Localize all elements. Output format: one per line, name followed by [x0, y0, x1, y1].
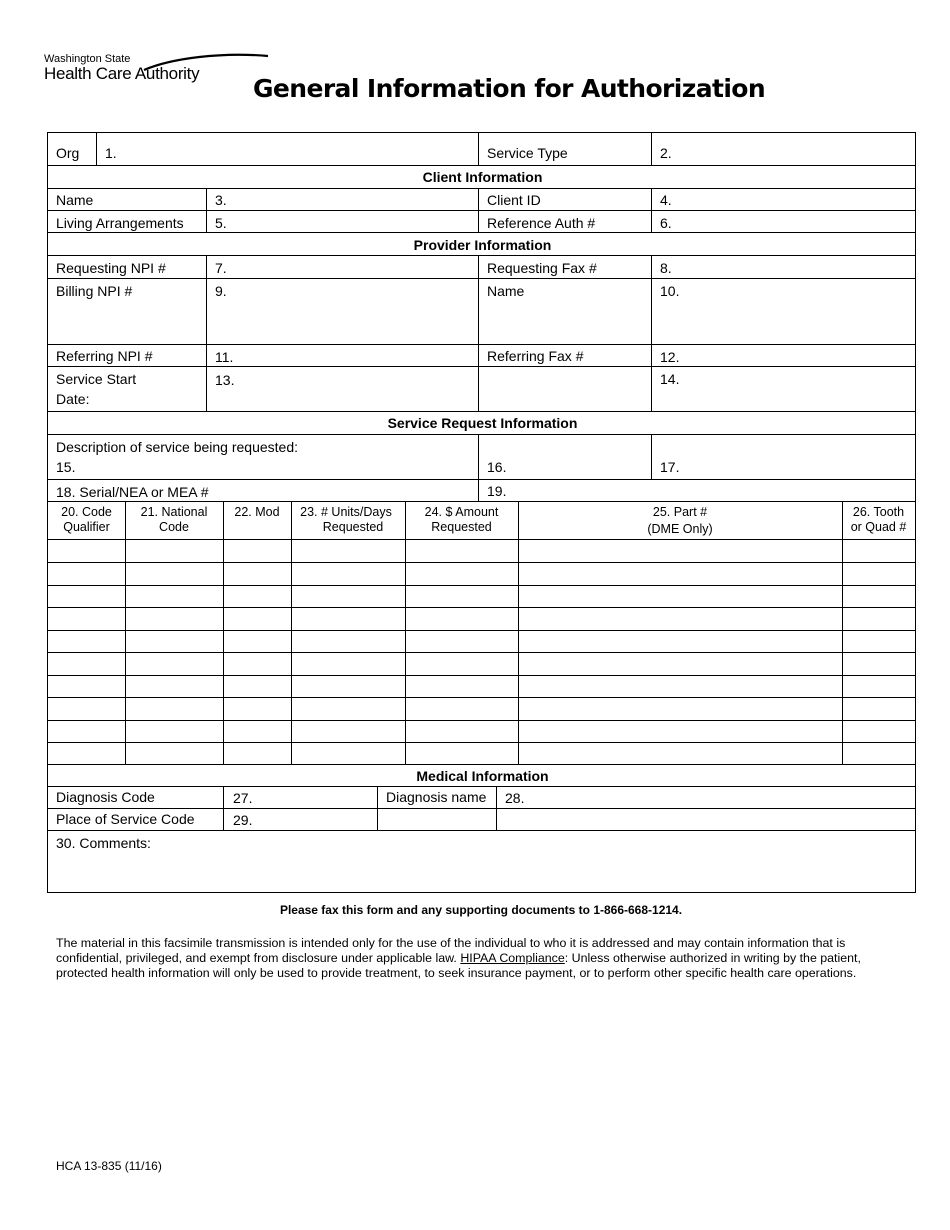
col-national-code: 21. National Code: [140, 505, 208, 534]
diagnosis-name-label: Diagnosis name: [386, 789, 487, 805]
field-16[interactable]: 16.: [487, 459, 507, 475]
description-field[interactable]: 15.: [56, 459, 76, 475]
service-start-field[interactable]: 13.: [215, 372, 235, 388]
col-units-days: 23. # Units/Days Requested: [300, 505, 392, 534]
provider-name-field[interactable]: 10.: [660, 283, 680, 299]
referring-npi-label: Referring NPI #: [56, 348, 153, 364]
page-title: General Information for Authorization: [253, 74, 766, 103]
client-information-heading: Client Information: [422, 169, 543, 185]
logo-line2: Health Care Authority: [44, 64, 200, 83]
org-label: Org: [56, 145, 80, 161]
diagnosis-code-field[interactable]: 27.: [233, 790, 253, 806]
provider-name-label: Name: [487, 283, 525, 299]
client-id-label: Client ID: [487, 192, 541, 208]
col-mod: 22. Mod: [234, 505, 280, 519]
requesting-fax-label: Requesting Fax #: [487, 260, 597, 276]
billing-npi-field[interactable]: 9.: [215, 283, 227, 299]
place-of-service-label: Place of Service Code: [56, 811, 195, 827]
referring-fax-label: Referring Fax #: [487, 348, 584, 364]
provider-information-heading: Provider Information: [413, 237, 552, 253]
place-of-service-field[interactable]: 29.: [233, 812, 253, 828]
diagnosis-name-field[interactable]: 28.: [505, 790, 525, 806]
form-number: HCA 13-835 (11/16): [56, 1159, 162, 1173]
requesting-npi-field[interactable]: 7.: [215, 260, 227, 276]
disclaimer: The material in this facsimile transmission is intended only for the use of the individual to who it is addressed and may contain information that is confidential, privileged, and exempt from disclosure under applicable law. HIPAA Compliance: Unless otherwise authorized in writing by the patient, protected health information will only be used to provide treatment, to seek insurance payment, or to perform other specific health care operations.: [56, 936, 861, 980]
logo-swoosh-icon: [142, 52, 272, 72]
reference-auth-field[interactable]: 6.: [660, 215, 672, 231]
service-start-label-2: Date:: [56, 391, 90, 407]
fax-instructions: Please fax this form and any supporting documents to 1-866-668-1214.: [279, 903, 683, 917]
diagnosis-code-label: Diagnosis Code: [56, 789, 155, 805]
service-type-field[interactable]: 2.: [660, 145, 672, 161]
requesting-npi-label: Requesting NPI #: [56, 260, 166, 276]
col-amount: 24. $ Amount Requested: [424, 505, 499, 534]
client-name-label: Name: [56, 192, 94, 208]
service-request-heading: Service Request Information: [387, 415, 578, 431]
comments-field[interactable]: 30. Comments:: [56, 835, 151, 851]
col-part-number: 25. Part # (DME Only): [647, 505, 713, 536]
medical-information-heading: Medical Information: [416, 768, 549, 784]
col-code-qualifier: 20. Code Qualifier: [61, 505, 112, 534]
living-arrangements-label: Living Arrangements: [56, 215, 184, 231]
reference-auth-label: Reference Auth #: [487, 215, 596, 231]
service-type-label: Service Type: [487, 145, 568, 161]
referring-fax-field[interactable]: 12.: [660, 349, 680, 365]
col-tooth-quad: 26. Tooth or Quad #: [850, 505, 907, 534]
logo-line1: Washington State: [44, 53, 131, 65]
description-label: Description of service being requested:: [56, 439, 299, 455]
serial-nea-mea-label: 18. Serial/NEA or MEA #: [56, 484, 209, 500]
referring-npi-field[interactable]: 11.: [215, 349, 234, 365]
hipaa-compliance-text: HIPAA Compliance: [460, 951, 565, 965]
living-arrangements-field[interactable]: 5.: [215, 215, 227, 231]
hca-logo: [44, 50, 244, 90]
authorization-form: [47, 132, 916, 893]
field-19[interactable]: 19.: [487, 483, 507, 499]
field-14[interactable]: 14.: [660, 371, 680, 387]
service-start-label: Service Start: [56, 371, 137, 387]
client-name-field[interactable]: 3.: [215, 192, 227, 208]
org-field[interactable]: 1.: [105, 145, 117, 161]
billing-npi-label: Billing NPI #: [56, 283, 133, 299]
client-id-field[interactable]: 4.: [660, 192, 672, 208]
requesting-fax-field[interactable]: 8.: [660, 260, 672, 276]
field-17[interactable]: 17.: [660, 459, 680, 475]
